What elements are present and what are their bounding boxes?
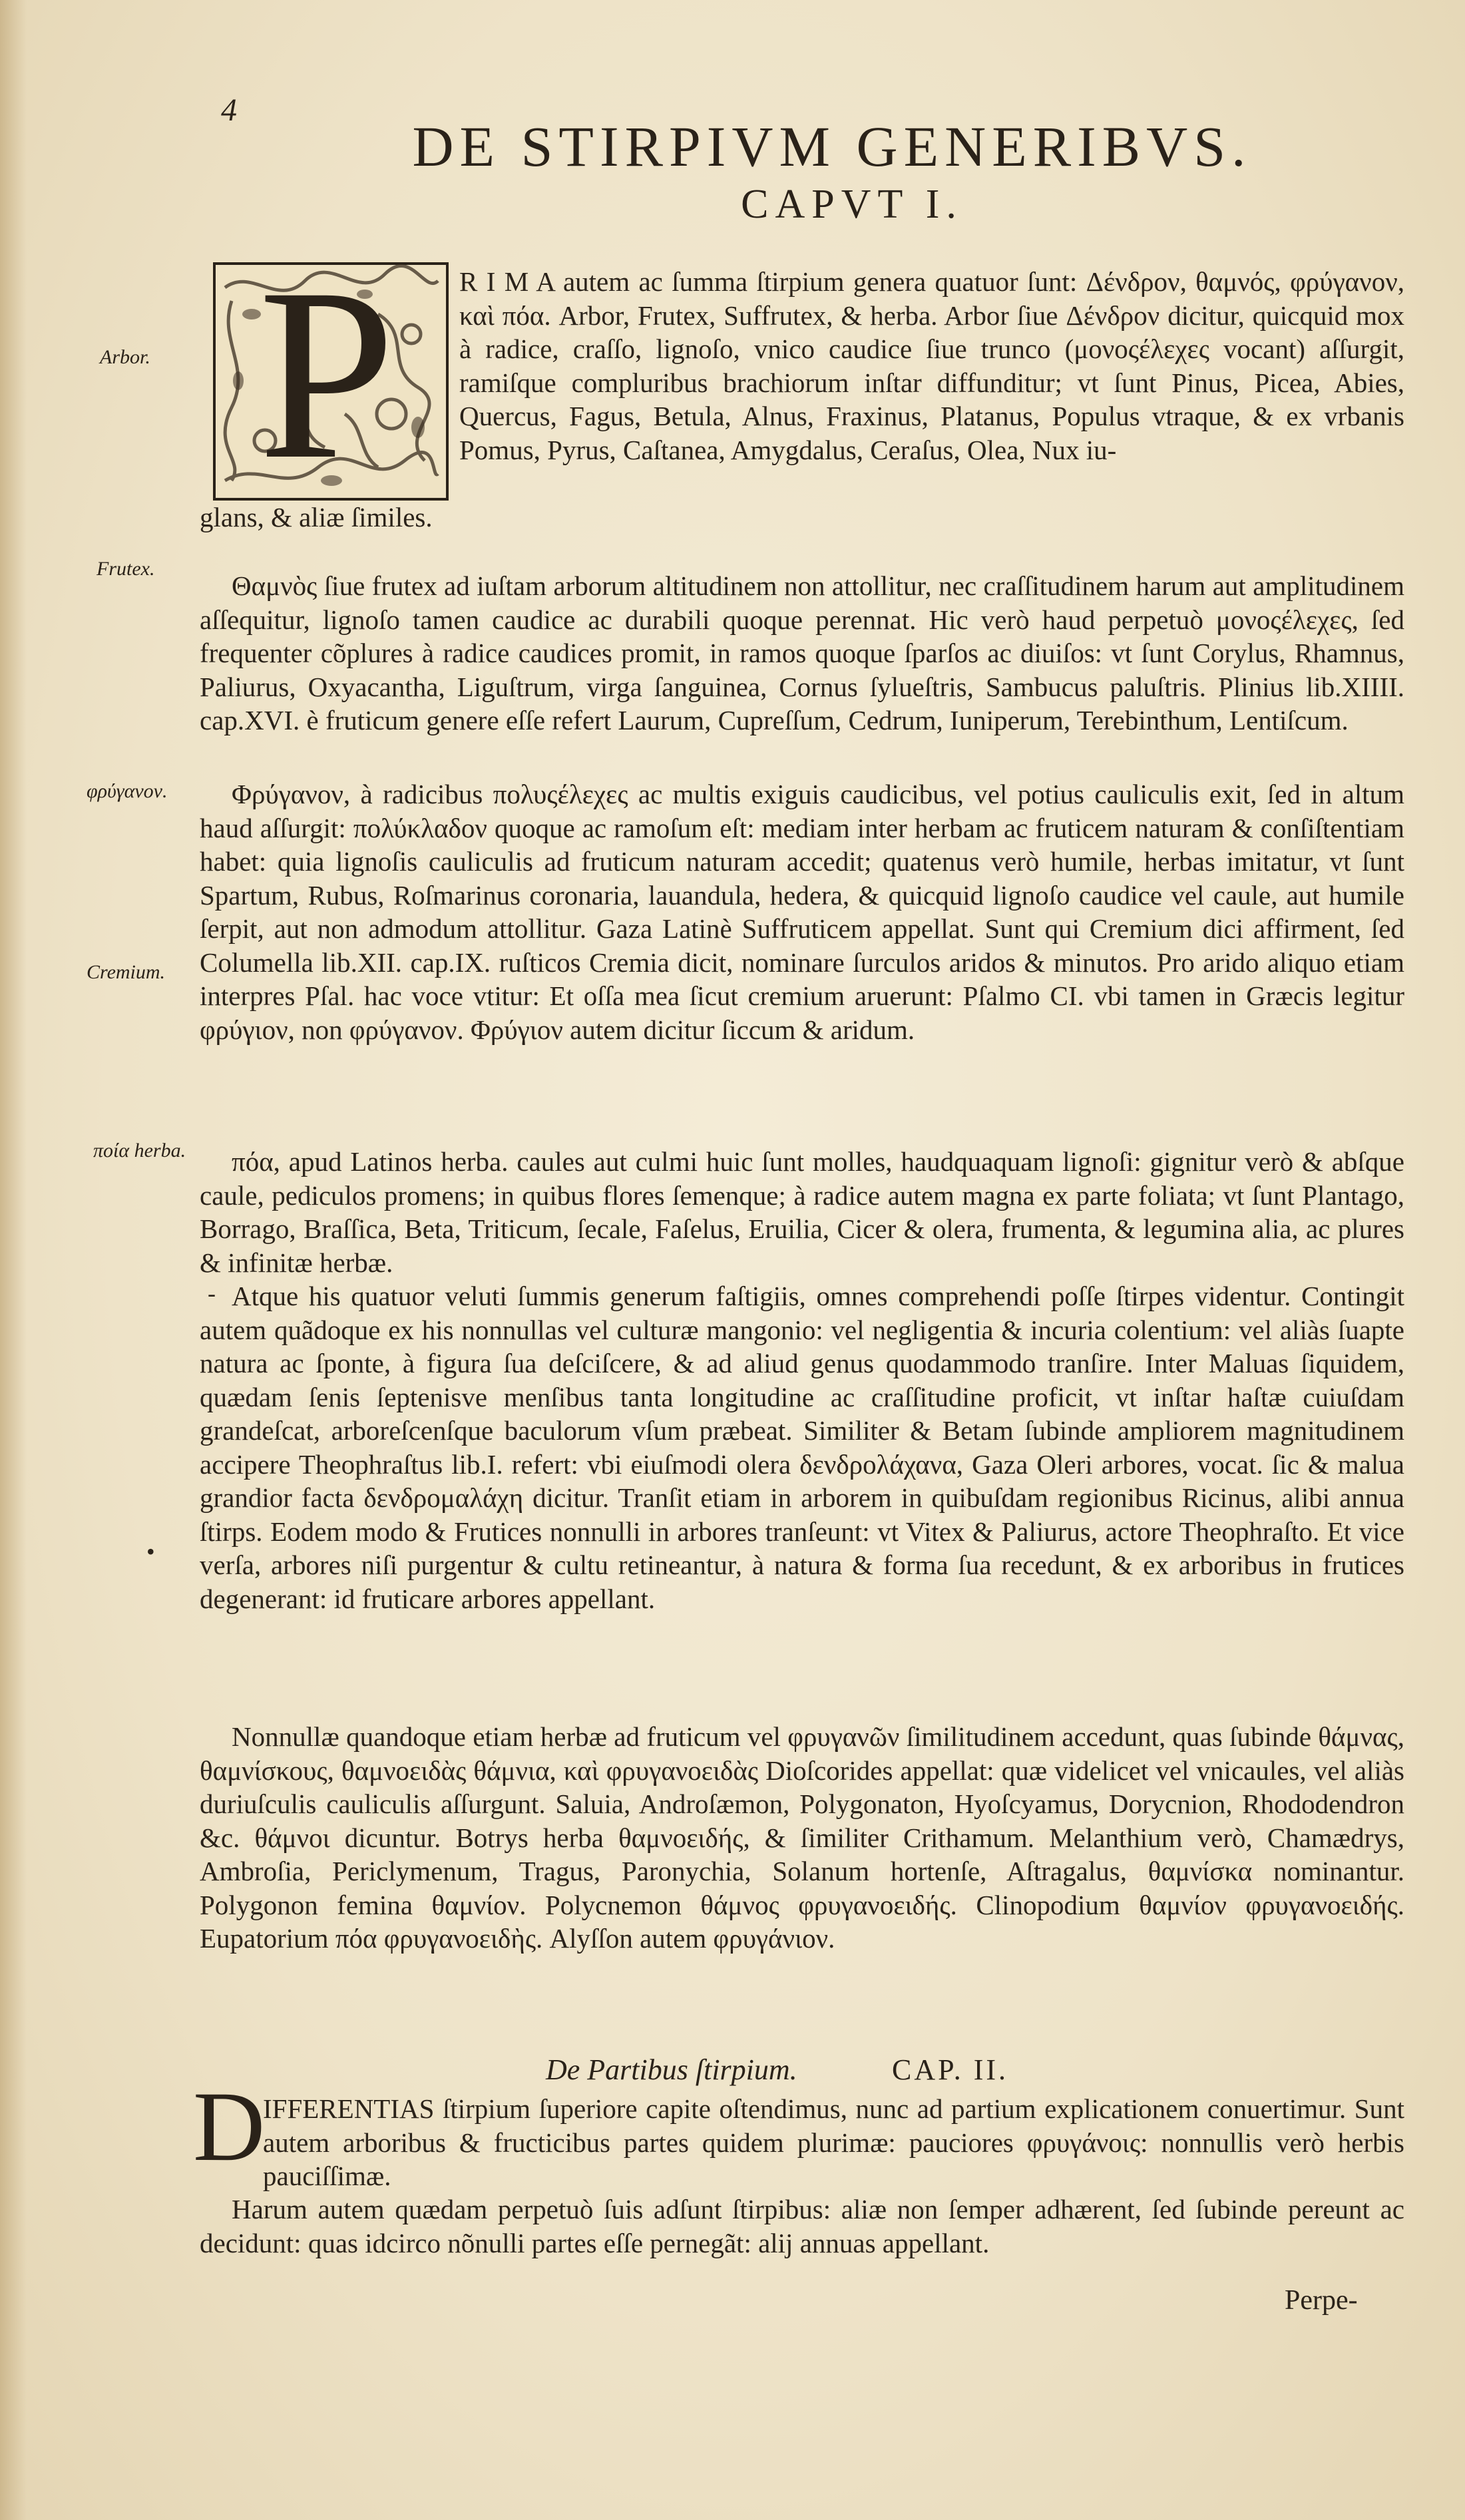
catchword: Perpe- [1285, 2285, 1358, 2316]
paragraph-herbs-like-shrubs: Nonnullæ quandoque etiam herbæ ad fruticum vel φρυγανῶν ſimilitudinem accedunt, quas ſubinde θάμνας, θαμνίσκους, θαμνοειδὰς θάμνια, καὶ φρυγανοειδὰς Dioſcorides appellat: quæ videlicet vel vnicaules, vel aliàs duriuſculis cauliculis aſſurgunt. Saluia, Androſæmon, Polygonaton, Hyoſcyamus, Dorycnion, Rhododendron &c. θάμνοι dicuntur. Botrys herba θαμνοειδής, & ſimiliter Crithamum. Melanthium verò, Chamædrys, Ambroſia, Periclymenum, Tragus, Paronychia, Solanum hortenſe, Aſtragalus, θαμνίσκα nominantur. Polygonon femina θαμνίον. Polycnemon θάμνος φρυγανοειδής. Clinopodium θαμνίον φρυγανοειδής. Eupatorium πόα φρυγανοειδὴς. Alyſſon autem φρυγάνιον. [200, 1721, 1404, 1954]
chapter-heading: CAPVT I. [741, 182, 963, 227]
paragraph-poa: πόα, apud Latinos herba. caules aut culmi huic ſunt molles, haudquaquam lignoſi: gignitur verò & abſque caule, pediculos promens; in quibus flores ſemenque; à radice autem magna ex parte foliata; vt ſunt Plantago, Borrago, Braſſica, Beta, Triticum, ſecale, Faſelus, Eruilia, Cicer & olera, frumenta, & legumina alia, ac plures & infinitæ herbæ. [200, 1146, 1404, 1278]
decorated-initial-letter: P [258, 238, 395, 511]
page-number: 4 [221, 93, 237, 128]
section-heading [546, 2053, 1305, 2087]
decorated-initial [212, 238, 450, 511]
margin-note-cremium: Cremium. [87, 961, 166, 983]
paragraph-transitions: Atque his quatuor veluti ſummis generum faſtigiis, omnes comprehendi poſſe ſtirpes videntur. Contingit autem quãdoque ex his nonnullas vel culturæ mangonio: vel negligentia & incuria colentium: vel aliàs ſuapte natura ac ſponte, à figura ſua deſciſcere, & ad aliud genus quodammodo tranſire. Inter Maluas ſiquidem, quædam ſenis ſeptenisve menſibus tanta longitudine ac craſſitudine proficit, vt inſtar haſtæ cuiuſdam grandeſcat, arboreſcenſque baculorum vſum præbeat. Similiter & Betam ſubinde ampliorem magnitudinem accipere Theophraſtus lib.I. refert: vbi eiuſmodi olera δενδρολάχανα, Gaza Oleri arbores, vocat. ſic & malua grandior facta δενδρομαλάχη dicitur. Tranſit etiam in arborem in quibuſdam regionibus Ricinus, alibi annua ſtirps. Eodem modo & Frutices nonnulli in arbores tranſeunt: vt Vitex & Paliurus, actore Theophraſto. Et vice verſa, arbores niſi purgentur & cultu retineantur, à natura & forma ſua recedunt, & ex arboribus in frutices degenerant: id fruticare arbores appellant. [200, 1281, 1404, 1614]
paragraph-1: R I M A autem ac ſumma ſtirpium genera quatuor ſunt: Δένδρον, θαμνός, φρύγανον, καὶ πόα. Arbor, Frutex, Suffrutex, & herba. Arbor ſiue Δένδρον dicitur, quicquid mox à radice, craſſo, lignoſo, vnico caudice ſiue trunco (μονοςέλεχες vocant) aſſurgit, ramiſque compluribus brachiorum inſtar diffunditur; vt ſunt Pinus, Picea, Abies, Quercus, Fagus, Betula, Alnus, Fraxinus, Platanus, Populus vtraque, & ex vrbanis Pomus, Pyrus, Caſtanea, Amygdalus, Ceraſus, Olea, Nux iu- [459, 266, 1404, 465]
section-paragraph-2: Harum autem quædam perpetuò ſuis adſunt ſtirpibus: aliæ non ſemper adhærent, ſed ſubinde pereunt ac decidunt: quas idcirco nõnulli partes eſſe pernegãt: alij annuas appellant. [200, 2194, 1404, 2258]
margin-mark-dash: - [208, 1280, 216, 1307]
paragraph-phryganon: Φρύγανον, à radicibus πολυςέλεχες ac multis exiguis caudicibus, vel potius cauliculis exit, ſed in altum haud aſſurgit: πολύκλαδον quoque ac ramoſum eſt: mediam inter herbam ac fruticem naturam & conſiſtentiam habet: quia lignoſis cauliculis ad fruticum naturam accedit; quatenus verò humile, herbas imitatur, vt ſunt Spartum, Rubus, Roſmarinus coronaria, lauandula, hedera, & quicquid lignoſo caudice vel caule, aut humile ſerpit, aut non admodum attollitur. Gaza Latinè Suffruticem appellat. Sunt qui Cremium dici affirment, ſed Columella lib.XII. cap.IX. ruſticos Cremia dicit, nominare ſurculos aridos & minutos. Pro arido aliquo etiam interpres Pſal. hac voce vtitur: Et oſſa mea ſicut cremium aruerunt: Pſalmo CI. vbi tamen in Græcis legitur φρύγιον, non φρύγανον. Φρύγιον autem dicitur ſiccum & aridum. [200, 779, 1404, 1045]
paragraph-1-end: glans, & aliæ ſimiles. [200, 502, 433, 532]
section-paragraph-1: IFFERENTIAS ſtirpium ſuperiore capite oſtendimus, nunc ad partium explicationem conuertimur. Sunt autem arboribus & fructicibus partes quidem plurimæ: pauciores φρυγάνοις: nonnullis verò herbis pauciſſimæ. [263, 2093, 1404, 2191]
section-drop-cap: D [193, 2071, 266, 2182]
margin-note-poa-herba: ποία herba. [93, 1140, 186, 1161]
margin-mark-dot: • [146, 1538, 155, 1565]
margin-note-phryganon: φρύγανον. [87, 780, 168, 802]
margin-note-arbor: Arbor. [100, 346, 150, 368]
section-title: De Partibus ſtirpium. [546, 2053, 797, 2086]
paragraph-frutex: Θαμνὸς ſiue frutex ad iuſtam arborum altitudinem non attollitur, nec craſſitudinem harum aut amplitudinem aſſequitur, lignoſo tamen caudice ac durabili quoque perennat. Hic verò haud perpetuò μονοςέλεχες, ſed frequenter cõplures à radice caudices promit, in ramos quoque ſparſos ac diuiſos: vt ſunt Corylus, Rhamnus, Paliurus, Oxyacantha, Liguſtrum, virga ſanguinea, Cornus ſylueſtris, Sambucus paluſtris. Plinius lib.XIIII. cap.XVI. è fruticum genere eſſe refert Laurum, Cupreſſum, Cedrum, Iuniperum, Terebinthum, Lentiſcum. [200, 570, 1404, 735]
running-head: DE STIRPIVM GENERIBVS. [412, 114, 1252, 178]
margin-note-frutex: Frutex. [97, 558, 155, 580]
section-chapter-number: CAP. II. [892, 2053, 1009, 2086]
